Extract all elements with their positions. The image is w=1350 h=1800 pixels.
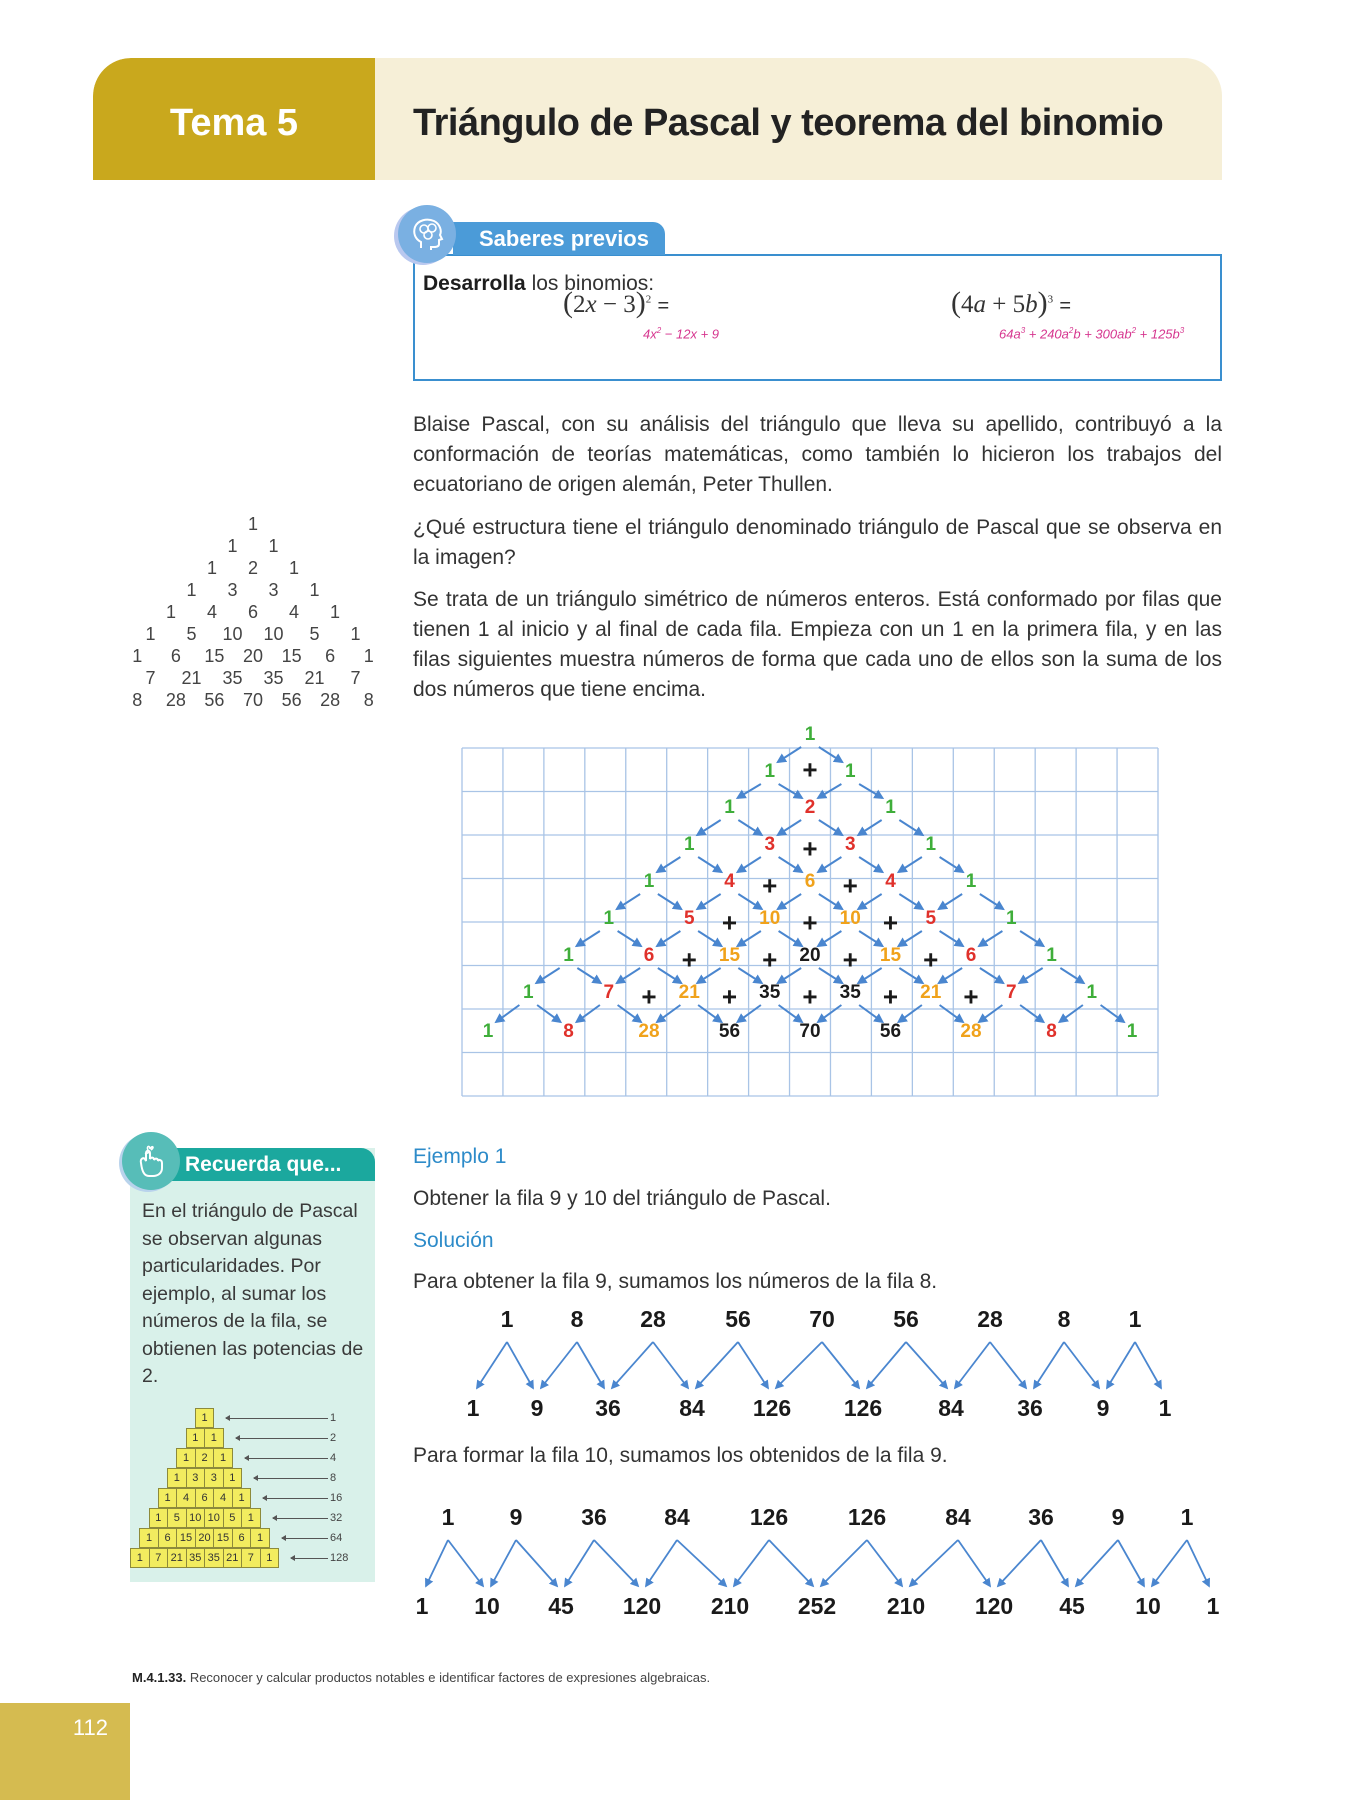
grid-triangle-value: 1 [1126, 1021, 1138, 1042]
question-paragraph: ¿Qué estructura tiene el triángulo denominado triángulo de Pascal que se observa en la imagen? [413, 516, 1222, 569]
triangle-value: 70 [242, 690, 264, 710]
row-sum-arrow [226, 1408, 336, 1428]
source-row-value: 9 [1111, 1504, 1125, 1530]
pyramid-cell: 21 [167, 1548, 187, 1568]
triangle-value: 6 [170, 646, 181, 666]
result-row-value: 84 [938, 1395, 964, 1421]
pyramid-cell: 15 [213, 1528, 233, 1548]
arrow-left-icon [236, 1438, 329, 1439]
binomial-expression-2: $(4a + 5b)^3$ = [951, 286, 1072, 319]
grid-triangle-value: 15 [879, 945, 902, 966]
grid-triangle-value: 15 [718, 945, 741, 966]
result-row-value: 36 [595, 1395, 621, 1421]
triangle-row [118, 557, 388, 579]
source-row-value: 28 [977, 1306, 1003, 1332]
result-row-value: 9 [530, 1395, 544, 1421]
result-row-value: 126 [843, 1395, 883, 1421]
arrow-left-icon [226, 1418, 328, 1419]
triangle-value: 15 [281, 646, 302, 666]
source-row-value: 56 [725, 1306, 751, 1332]
grid-triangle-value: 4 [885, 871, 896, 892]
triangle-value: 1 [309, 580, 320, 600]
grid-triangle-value: 2 [804, 797, 816, 818]
powers-of-two-pyramid [136, 1408, 378, 1570]
row-sum-value: 32 [330, 1512, 343, 1524]
result-row-value: 36 [1017, 1395, 1043, 1421]
result-row-value: 10 [1135, 1593, 1161, 1619]
pyramid-cell: 7 [149, 1548, 169, 1568]
pyramid-cell: 1 [139, 1528, 159, 1548]
result-row-value: 1 [466, 1395, 480, 1421]
plus-sign: + [802, 833, 818, 864]
result-row-value: 45 [548, 1593, 574, 1619]
triangle-value: 28 [320, 690, 341, 710]
pyramid-row [177, 1448, 233, 1468]
triangle-value: 1 [363, 646, 374, 666]
saberes-previos-box [413, 254, 1222, 381]
source-row-value: 70 [809, 1306, 835, 1332]
triangle-row [118, 645, 388, 667]
plus-sign: + [882, 907, 899, 938]
triangle-value: 1 [268, 536, 279, 556]
grid-triangle-value: 1 [764, 761, 776, 782]
source-row-value: 126 [847, 1504, 887, 1530]
plus-sign: + [802, 981, 818, 1012]
arrow-left-icon [291, 1558, 328, 1559]
instruction: Desarrolla los binomios: [423, 272, 655, 295]
pyramid-cell: 5 [223, 1508, 243, 1528]
triangle-row [118, 601, 388, 623]
answer-2: $64a^3 + 240a^2b + 300ab^2 + 125b^3$ [999, 326, 1185, 342]
result-row-value: 252 [797, 1593, 837, 1619]
grid-triangle-value: 10 [759, 908, 781, 929]
grid-triangle-value: 1 [482, 1021, 494, 1042]
result-row-value: 45 [1059, 1593, 1085, 1619]
pyramid-row [196, 1408, 215, 1428]
pyramid-cell: 3 [186, 1468, 206, 1488]
arrow-left-icon [263, 1498, 328, 1499]
pyramid-cell: 4 [213, 1488, 233, 1508]
result-row-value: 1 [1158, 1395, 1172, 1421]
source-row-value: 1 [1180, 1504, 1194, 1530]
result-row-value: 84 [679, 1395, 705, 1421]
grid-triangle-value: 6 [965, 945, 977, 966]
row-sum-arrow [245, 1448, 336, 1468]
pyramid-row [131, 1548, 279, 1568]
row10-derivation [413, 1498, 1222, 1628]
pyramid-cell: 1 [223, 1468, 243, 1488]
source-row-value: 36 [1028, 1504, 1054, 1530]
plus-sign: + [882, 981, 899, 1012]
plus-sign: + [842, 870, 858, 901]
triangle-value: 1 [350, 624, 361, 644]
triangle-value: 8 [363, 690, 374, 710]
arrow-left-icon [282, 1538, 328, 1539]
pyramid-cell: 1 [149, 1508, 169, 1528]
triangle-row [118, 689, 388, 711]
row-sum-value: 1 [330, 1412, 337, 1424]
pyramid-cell: 1 [232, 1488, 252, 1508]
triangle-row [118, 623, 388, 645]
grid-triangle-value: 1 [1005, 908, 1017, 929]
triangle-value: 1 [227, 536, 238, 556]
triangle-value: 5 [186, 624, 197, 644]
triangle-value: 6 [325, 646, 336, 666]
pyramid-cell: 35 [204, 1548, 224, 1568]
intro-paragraph: Blaise Pascal, con su análisis del triángulo que lleva su apellido, contribuyó a la conformación de teorías matemáticas, como también lo hicieron los trabajos del ecuatoriano de origen alemán, Peter Thullen. [413, 413, 1222, 496]
pyramid-cell: 6 [232, 1528, 252, 1548]
source-row-value: 56 [893, 1306, 919, 1332]
source-row-value: 8 [570, 1306, 584, 1332]
plus-sign: + [721, 981, 738, 1012]
pyramid-cell: 7 [241, 1548, 261, 1568]
triangle-value: 1 [165, 602, 176, 622]
source-row-value: 84 [945, 1504, 971, 1530]
plus-sign: + [802, 754, 818, 785]
arrow-left-icon [245, 1458, 328, 1459]
pyramid-cell: 6 [195, 1488, 215, 1508]
grid-triangle-value: 1 [804, 724, 816, 745]
pyramid-cell: 1 [241, 1508, 261, 1528]
triangle-value: 7 [350, 668, 361, 688]
pascal-triangle-plain [118, 513, 388, 711]
triangle-value: 6 [247, 602, 258, 622]
grid-triangle-value: 28 [638, 1021, 660, 1042]
source-row-value: 1 [441, 1504, 455, 1530]
grid-triangle-value: 8 [1046, 1021, 1057, 1042]
plus-sign: + [762, 944, 778, 975]
triangle-value: 3 [227, 580, 238, 600]
triangle-value: 10 [222, 624, 243, 644]
triangle-value: 4 [206, 602, 217, 622]
row-sum-arrow [291, 1548, 348, 1568]
grid-triangle-value: 28 [960, 1021, 982, 1042]
triangle-value: 21 [181, 668, 202, 688]
triangle-value: 56 [281, 690, 302, 710]
step1-text: Para obtener la fila 9, sumamos los números de la fila 8. [413, 1270, 938, 1293]
row-sum-value: 64 [330, 1532, 343, 1544]
grid-triangle-value: 7 [603, 982, 615, 1003]
pyramid-row [150, 1508, 261, 1528]
source-row-value: 1 [1128, 1306, 1142, 1332]
solution-heading: Solución [413, 1229, 494, 1252]
triangle-row [118, 535, 388, 557]
grid-triangle-value: 70 [799, 1021, 821, 1042]
pyramid-cell: 1 [158, 1488, 178, 1508]
topic-number: Tema 5 [93, 58, 375, 180]
pyramid-cell: 4 [176, 1488, 196, 1508]
pyramid-cell: 10 [204, 1508, 224, 1528]
grid-triangle-value: 1 [683, 834, 695, 855]
grid-triangle-value: 56 [718, 1021, 741, 1042]
recuerda-text: En el triángulo de Pascal se observan algunas particularidades. Por ejemplo, al sumar los números de la fila, se obtienen las potencias de 2. [142, 1200, 364, 1387]
grid-triangle-value: 6 [643, 945, 655, 966]
triangle-value: 1 [186, 580, 197, 600]
grid-triangle-value: 6 [804, 871, 816, 892]
source-row-value: 1 [500, 1306, 514, 1332]
pyramid-row [168, 1468, 242, 1488]
binomial-expression-1: $(2x - 3)^2$ = [563, 286, 670, 319]
grid-triangle-value: 35 [839, 982, 861, 1003]
row9-derivation [413, 1300, 1222, 1430]
result-row-value: 210 [710, 1593, 750, 1619]
brain-head-icon [398, 205, 456, 263]
grid-triangle-value: 1 [603, 908, 615, 929]
pascal-grid-diagram [462, 724, 1158, 1096]
pyramid-cell: 1 [250, 1528, 270, 1548]
row-sum-arrow [254, 1468, 336, 1488]
pyramid-cell: 5 [167, 1508, 187, 1528]
source-row-value: 9 [509, 1504, 523, 1530]
grid-triangle-value: 1 [885, 797, 896, 818]
recuerda-tab: Recuerda que... [155, 1148, 375, 1181]
pyramid-row [187, 1428, 224, 1448]
row-sum-arrow [282, 1528, 343, 1548]
pyramid-cell: 15 [176, 1528, 196, 1548]
grid-triangle-value: 7 [1005, 982, 1017, 1003]
finger-ribbon-icon [122, 1132, 180, 1190]
grid-triangle-value: 3 [764, 834, 776, 855]
triangle-value: 2 [247, 558, 258, 578]
grid-triangle-value: 1 [563, 945, 574, 966]
result-row-value: 9 [1096, 1395, 1110, 1421]
plus-sign: + [762, 870, 778, 901]
grid-triangle-value: 1 [1086, 982, 1098, 1003]
grid-triangle-value: 56 [879, 1021, 902, 1042]
triangle-value: 7 [145, 668, 156, 688]
page-title: Triángulo de Pascal y teorema del binomio [413, 101, 1164, 144]
triangle-value: 20 [242, 646, 264, 666]
triangle-row [118, 513, 388, 535]
curriculum-note: M.4.1.33. Reconocer y calcular productos notables e identificar factores de expresiones algebraicas. [132, 1670, 711, 1685]
pyramid-cell: 1 [167, 1468, 187, 1488]
grid-triangle-value: 1 [844, 761, 856, 782]
triangle-value: 4 [288, 602, 299, 622]
grid-triangle-value: 1 [643, 871, 655, 892]
step2-text: Para formar la fila 10, sumamos los obtenidos de la fila 9. [413, 1444, 948, 1467]
triangle-value: 10 [263, 624, 284, 644]
page-header [93, 58, 1222, 180]
grid-triangle-value: 1 [925, 834, 937, 855]
result-row-value: 126 [752, 1395, 792, 1421]
triangle-value: 1 [132, 646, 143, 666]
triangle-value: 15 [204, 646, 225, 666]
pyramid-cell: 1 [213, 1448, 233, 1468]
arrow-left-icon [254, 1478, 328, 1479]
triangle-value: 21 [304, 668, 325, 688]
plus-sign: + [641, 981, 657, 1012]
grid-triangle-value: 1 [724, 797, 735, 818]
row-sum-value: 4 [330, 1452, 337, 1464]
answer-1: $4x^2 - 12x + 9$ [643, 326, 720, 342]
triangle-value: 1 [247, 514, 258, 534]
pyramid-cell: 1 [186, 1428, 206, 1448]
grid-triangle-value: 35 [759, 982, 781, 1003]
row-sum-value: 2 [330, 1432, 337, 1444]
result-row-value: 120 [622, 1593, 662, 1619]
plus-sign: + [923, 944, 939, 975]
pyramid-cell: 20 [195, 1528, 215, 1548]
grid-triangle-value: 4 [724, 871, 735, 892]
page-number-bar [0, 1703, 130, 1800]
triangle-value: 8 [132, 690, 143, 710]
pyramid-cell: 21 [223, 1548, 243, 1568]
saberes-previos-tab: Saberes previos [453, 222, 665, 255]
grid-triangle-value: 1 [522, 982, 534, 1003]
grid-triangle-value: 21 [920, 982, 942, 1003]
grid-triangle-value: 20 [799, 945, 821, 966]
result-row-value: 210 [886, 1593, 926, 1619]
pyramid-cell: 1 [195, 1408, 215, 1428]
grid-triangle-value: 3 [844, 834, 856, 855]
triangle-value: 35 [222, 668, 243, 688]
pyramid-cell: 3 [204, 1468, 224, 1488]
pyramid-cell: 35 [186, 1548, 206, 1568]
plus-sign: + [963, 981, 979, 1012]
source-row-value: 126 [749, 1504, 789, 1530]
source-row-value: 36 [581, 1504, 607, 1530]
grid-triangle-value: 5 [925, 908, 937, 929]
grid-triangle-value: 1 [1046, 945, 1057, 966]
pyramid-row [140, 1528, 270, 1548]
grid-triangle-value: 1 [965, 871, 977, 892]
row-sum-arrow [263, 1488, 342, 1508]
row-sum-value: 16 [330, 1492, 343, 1504]
pyramid-cell: 2 [195, 1448, 215, 1468]
triangle-value: 28 [165, 690, 186, 710]
triangle-row [118, 579, 388, 601]
triangle-value: 1 [145, 624, 156, 644]
arrow-left-icon [273, 1518, 329, 1519]
plus-sign: + [721, 907, 738, 938]
pyramid-cell: 1 [260, 1548, 280, 1568]
pyramid-cell: 1 [204, 1428, 224, 1448]
triangle-value: 35 [263, 668, 284, 688]
grid-triangle-value: 10 [839, 908, 861, 929]
triangle-value: 1 [329, 602, 340, 622]
plus-sign: + [681, 944, 697, 975]
explanation-paragraph: Se trata de un triángulo simétrico de números enteros. Está conformado por filas que tienen 1 al inicio y al final de cada fila. Empieza con un 1 en la primera fila, y en las filas siguientes muestra números de forma que cada uno de ellos son la suma de los dos números que tiene encima. [413, 588, 1222, 701]
pyramid-row [159, 1488, 252, 1508]
pyramid-cell: 1 [176, 1448, 196, 1468]
triangle-value: 5 [309, 624, 320, 644]
row-sum-arrow [236, 1428, 337, 1448]
source-row-value: 8 [1057, 1306, 1071, 1332]
result-row-value: 1 [415, 1593, 429, 1619]
pyramid-cell: 10 [186, 1508, 206, 1528]
pyramid-cell: 6 [158, 1528, 178, 1548]
grid-triangle-value: 21 [678, 982, 700, 1003]
triangle-value: 56 [204, 690, 225, 710]
plus-sign: + [802, 907, 818, 938]
pyramid-cell: 1 [130, 1548, 150, 1568]
grid-triangle-value: 5 [683, 908, 695, 929]
triangle-value: 1 [288, 558, 299, 578]
row-sum-value: 128 [330, 1552, 349, 1564]
result-row-value: 120 [974, 1593, 1014, 1619]
row-sum-arrow [273, 1508, 343, 1528]
triangle-value: 3 [268, 580, 279, 600]
result-row-value: 1 [1206, 1593, 1220, 1619]
triangle-row [118, 667, 388, 689]
source-row-value: 28 [640, 1306, 666, 1332]
row-sum-value: 8 [330, 1472, 337, 1484]
result-row-value: 10 [474, 1593, 500, 1619]
example-statement: Obtener la fila 9 y 10 del triángulo de Pascal. [413, 1187, 831, 1210]
source-row-value: 84 [664, 1504, 690, 1530]
page-number: 112 [72, 1715, 108, 1740]
triangle-value: 1 [206, 558, 217, 578]
grid-triangle-value: 8 [563, 1021, 574, 1042]
example-heading: Ejemplo 1 [413, 1145, 507, 1168]
plus-sign: + [842, 944, 858, 975]
